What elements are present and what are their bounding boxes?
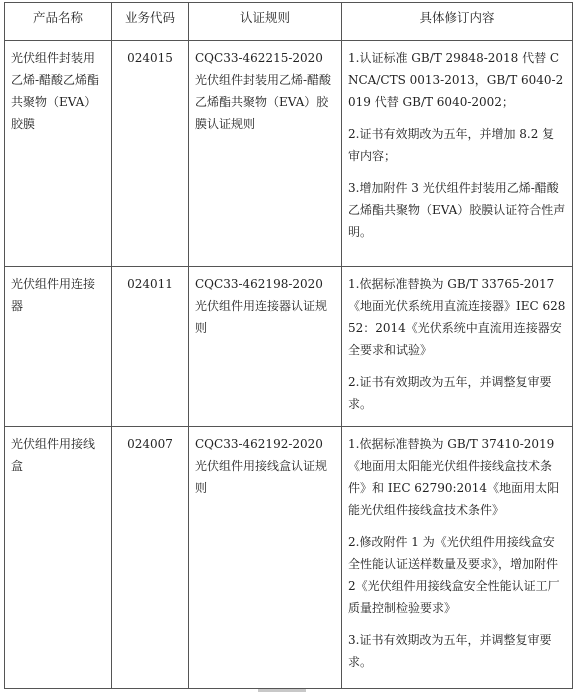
revision-note: 1.依据标准替换为 GB/T 33765-2017《地面光伏系统用直流连接器》IEC 62852：2014《光伏系统中直流用连接器安全要求和试验》 bbox=[348, 277, 566, 357]
revision-content-cell bbox=[342, 267, 573, 427]
table-header-row bbox=[5, 3, 573, 41]
header-revision-content: 具体修订内容 bbox=[342, 3, 573, 41]
revision-note: 2.证书有效期改为五年，并增加 8.2 复审内容； bbox=[348, 127, 555, 163]
business-code-cell: 024007 bbox=[112, 427, 189, 689]
revision-note: 2.证书有效期改为五年，并调整复审要求。 bbox=[348, 375, 552, 411]
table-row bbox=[5, 427, 573, 689]
certification-rule-cell: CQC33-462215-2020 光伏组件封装用乙烯-醋酸乙烯酯共聚物（EVA）胶膜认证规则 bbox=[189, 41, 342, 267]
header-certification-rule: 认证规则 bbox=[189, 3, 342, 41]
revision-table bbox=[4, 2, 573, 689]
table-row bbox=[5, 267, 573, 427]
product-name-cell: 光伏组件封装用乙烯-醋酸乙烯酯共聚物（EVA）胶膜 bbox=[5, 41, 112, 267]
business-code-cell: 024011 bbox=[112, 267, 189, 427]
certification-rule-cell: CQC33-462198-2020 光伏组件用连接器认证规则 bbox=[189, 267, 342, 427]
product-name-cell: 光伏组件用连接器 bbox=[5, 267, 112, 427]
revision-content-cell bbox=[342, 427, 573, 689]
business-code-cell: 024015 bbox=[112, 41, 189, 267]
product-name-cell: 光伏组件用接线盒 bbox=[5, 427, 112, 689]
revision-note: 3.证书有效期改为五年，并调整复审要求。 bbox=[348, 633, 552, 669]
certification-rule-cell: CQC33-462192-2020 光伏组件用接线盒认证规则 bbox=[189, 427, 342, 689]
revision-note: 1.认证标准 GB/T 29848-2018 代替 CNCA/CTS 0013-2013，GB/T 6040-2019 代替 GB/T 6040-2002； bbox=[348, 51, 564, 109]
header-product-name: 产品名称 bbox=[5, 3, 112, 41]
revision-note: 2.修改附件 1 为《光伏组件用接线盒安全性能认证送样数量及要求》，增加附件 2《光伏组件用接线盒安全性能认证工厂质量控制检验要求》 bbox=[348, 535, 560, 615]
revision-note: 1.依据标准替换为 GB/T 37410-2019《地面用太阳能光伏组件接线盒技术条件》和 IEC 62790:2014《地面用太阳能光伏组件接线盒技术条件》 bbox=[348, 437, 560, 517]
revision-content-cell bbox=[342, 41, 573, 267]
header-business-code: 业务代码 bbox=[112, 3, 189, 41]
revision-note: 3.增加附件 3 光伏组件封装用乙烯-醋酸乙烯酯共聚物（EVA）胶膜认证符合性声明。 bbox=[348, 181, 566, 239]
table-row bbox=[5, 41, 573, 267]
bottom-divider bbox=[258, 689, 306, 692]
